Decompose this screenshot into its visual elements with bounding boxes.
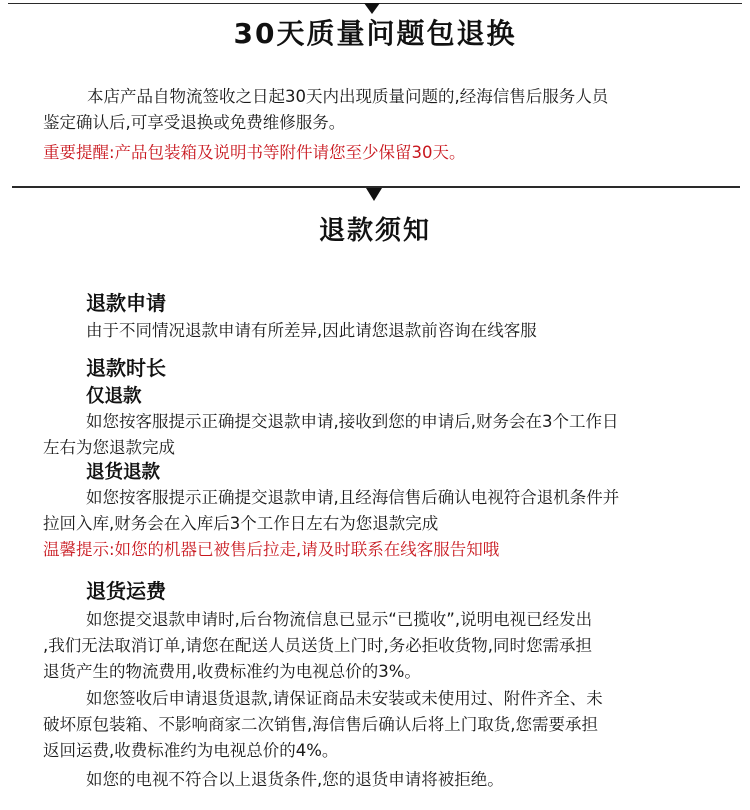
- triangle-marker-icon: [366, 188, 382, 201]
- refund-apply-heading: 退款申请: [86, 291, 166, 315]
- shipping-p2-line-2: 破坏原包装箱、不影响商家二次销售,海信售后确认后将上门取货,您需要承担: [43, 715, 598, 734]
- refund-duration-heading: 退款时长: [86, 356, 166, 380]
- refund-only-text-line-2: 左右为您退款完成: [43, 438, 175, 457]
- shipping-p2-line-1: 如您签收后申请退货退款,请保证商品未安装或未使用过、附件齐全、未: [86, 689, 603, 708]
- triangle-marker-icon: [364, 3, 380, 14]
- refund-only-text-line-1: 如您按客服提示正确提交退款申请,接收到您的申请后,财务会在3个工作日: [86, 412, 619, 431]
- refund-notice-title: 退款须知: [318, 216, 431, 246]
- shipping-p2-line-3: 返回运费,收费标准约为电视总价的4%。: [43, 741, 339, 760]
- warm-tip-notice: 温馨提示:如您的机器已被售后拉走,请及时联系在线客服告知哦: [43, 540, 500, 559]
- return-refund-text-line-2: 拉回入库,财务会在入库后3个工作日左右为您退款完成: [43, 514, 439, 533]
- return-refund-heading: 退货退款: [86, 462, 161, 483]
- refund-only-heading: 仅退款: [86, 386, 142, 407]
- shipping-p3-line-1: 如您的电视不符合以上退货条件,您的退货申请将被拒绝。: [86, 770, 504, 789]
- quality-text-line-2: 鉴定确认后,可享受退换或免费维修服务。: [43, 113, 346, 132]
- shipping-p1-line-2: ,我们无法取消订单,请您在配送人员送货上门时,务必拒收货物,同时您需承担: [43, 636, 592, 655]
- refund-apply-text: 由于不同情况退款申请有所差异,因此请您退款前咨询在线客服: [86, 321, 537, 340]
- shipping-p1-line-3: 退货产生的物流费用,收费标准约为电视总价的3%。: [43, 662, 421, 681]
- quality-text-line-1: 本店产品自物流签收之日起30天内出现质量问题的,经海信售后服务人员: [87, 87, 609, 106]
- return-shipping-heading: 退货运费: [86, 579, 166, 603]
- shipping-p1-line-1: 如您提交退款申请时,后台物流信息已显示“已揽收”,说明电视已经发出: [86, 610, 593, 629]
- return-refund-text-line-1: 如您按客服提示正确提交退款申请,且经海信售后确认电视符合退机条件并: [86, 488, 620, 507]
- quality-guarantee-title: 30天质量问题包退换: [233, 17, 517, 50]
- quality-important-notice: 重要提醒:产品包装箱及说明书等附件请您至少保留30天。: [43, 143, 466, 162]
